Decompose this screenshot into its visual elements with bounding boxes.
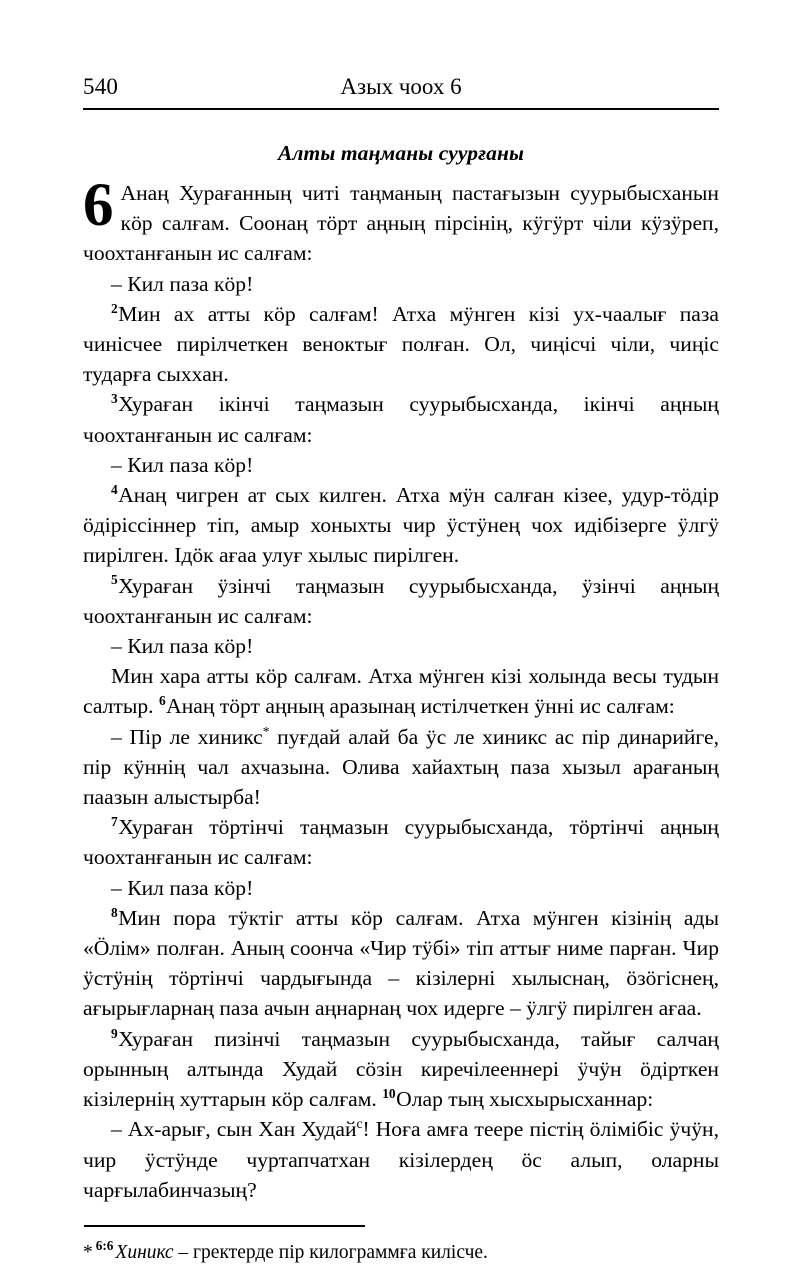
verse-8-text: Мин пора тӱктіг атты кӧр салғам. Атха мӱнген кізінің ады «Ӧлім» полған. Аның соонча «Чир тӱбі» тіп аттығ ниме парған. Чир ӱстӱнің тӧртінчі чардығында – кізілерні хылыснаң, ӧзӧгіснең, ағырығларнаң паза ачын аңнарнаң чох идерге – ӱлгӱ пирілген ағаа. xyxy=(83,905,719,1021)
paragraph-verse-1 xyxy=(83,172,719,269)
verse-number-9: 9 xyxy=(111,1025,118,1041)
paragraph-verse-5b xyxy=(83,661,719,721)
page-number: 540 xyxy=(83,74,119,99)
speech-5-text: – Кил паза кӧр! xyxy=(111,875,254,900)
speech-6-text-before: – Ах-арығ, сын Хан Худай xyxy=(111,1117,357,1142)
cross-reference-marker: с xyxy=(356,1116,363,1132)
footnote-term: Хиникс xyxy=(115,1241,174,1263)
section-title: Алты таңманы суурғаны xyxy=(277,141,525,165)
paragraph-verse-5 xyxy=(83,571,719,631)
speech-6-text-after: ! Ноға амға теере пістің ӧлімібіс ӱчӱн, чир ӱстӱнде чуртапчатхан кізілердең ӧс алып, оларны чарғылабинчазың? xyxy=(83,1117,719,1202)
verse-5b-text-before: Мин хара атты кӧр салғам. Атха мӱнген кізі холында весы тудын салтыр. xyxy=(83,664,719,719)
speech-1-text: – Кил паза кӧр! xyxy=(111,271,254,296)
verse-number-8: 8 xyxy=(111,904,118,920)
speech-4-text-after: пуғдай алай ба ӱс ле хиникс ас пір динарийге, пір кӱннің чал ахчазына. Олива хайахтың паза хызыл арағаның паазын алыстырба! xyxy=(83,724,719,810)
paragraph-verse-3 xyxy=(83,389,719,449)
footnote-text: – гректерде пір килограммға килісче. xyxy=(173,1241,488,1263)
verse-3-text: Хураған ікінчі таңмазын суурыбысханда, ікінчі аңның чоохтанғанын ис салғам: xyxy=(83,392,719,447)
paragraph-speech-4 xyxy=(83,722,719,813)
speech-4-text-before: – Пір ле хиникс xyxy=(111,724,263,749)
speech-2-text: – Кил паза кӧр! xyxy=(111,452,254,477)
verse-7-text: Хураған тӧртінчі таңмазын суурыбысханда, тӧртінчі аңның чоохтанғанын ис салғам: xyxy=(83,815,719,870)
speech-3-text: – Кил паза кӧр! xyxy=(111,634,254,659)
header-divider xyxy=(83,108,719,110)
verse-number-6: 6 xyxy=(158,693,166,709)
page-content xyxy=(83,72,719,1266)
footnote xyxy=(83,1240,719,1266)
body-text xyxy=(83,172,719,1205)
paragraph-speech-6 xyxy=(83,1114,719,1205)
paragraph-verse-2 xyxy=(83,299,719,390)
verse-number-3: 3 xyxy=(111,391,118,407)
footnote-divider xyxy=(84,1225,365,1227)
verse-5-text: Хураған ӱзінчі таңмазын суурыбысханда, ӱзінчі аңның чоохтанғанын ис салғам: xyxy=(83,573,719,628)
verse-number-10: 10 xyxy=(382,1085,396,1101)
footnote-area xyxy=(83,1225,719,1266)
footnote-reference: 6:6 xyxy=(95,1238,114,1254)
paragraph-verse-7 xyxy=(83,812,719,872)
verse-1-text: Анаң Хурағанның читі таңманың пастағызын суурыбысханын кӧр салғам. Соонаң тӧрт аңның пірсінің, кӱгӱрт чіли кӱзӱреп, чоохтанғанын ис салғам: xyxy=(83,181,719,266)
paragraph-speech-5 xyxy=(83,873,719,903)
paragraph-verse-9 xyxy=(83,1024,719,1115)
paragraph-verse-8 xyxy=(83,903,719,1024)
paragraph-speech-3 xyxy=(83,631,719,661)
footnote-marker-inline: * xyxy=(262,723,270,739)
paragraph-speech-2 xyxy=(83,450,719,480)
verse-4-text: Анаң чигрен ат сых килген. Атха мӱн салған кізее, удур-тӧдір ӧдіріссіннер тіп, амыр хоныхты чир ӱстӱнең чох идібізерге ӱлгӱ пирілген. Ідӧк ағаа улуғ хылыс пирілген. xyxy=(83,483,719,568)
footnote-marker: * xyxy=(83,1241,93,1263)
verse-2-text: Мин ах атты кӧр салғам! Атха мӱнген кізі ух-чаалығ паза чинісчее пирілчеткен веноктығ полған. Ол, чиңісчі чіли, чиңіс тударға сыххан. xyxy=(83,301,719,387)
verse-6-text: Анаң тӧрт аңның аразынаң истілчеткен ӱнні ис салғам: xyxy=(166,694,675,719)
verse-number-4: 4 xyxy=(111,481,118,497)
running-head-title: Азых чоох 6 xyxy=(340,74,462,99)
verse-9-text-before: Хураған пизінчі таңмазын суурыбысханда, тайығ салчаң орынның алтында Худай сӧзін киречілееннері ӱчӱн ӧдірткен кізілернің хуттарын кӧр салғам. xyxy=(83,1026,719,1112)
verse-number-5: 5 xyxy=(111,572,118,588)
drop-cap: 6 xyxy=(83,172,114,239)
verse-number-2: 2 xyxy=(111,300,118,316)
running-head xyxy=(83,72,719,106)
verse-number-7: 7 xyxy=(111,814,118,830)
paragraph-speech-1 xyxy=(83,269,719,299)
verse-10-text: Олар тың хысхырысханнар: xyxy=(396,1087,654,1112)
paragraph-verse-4 xyxy=(83,480,719,571)
